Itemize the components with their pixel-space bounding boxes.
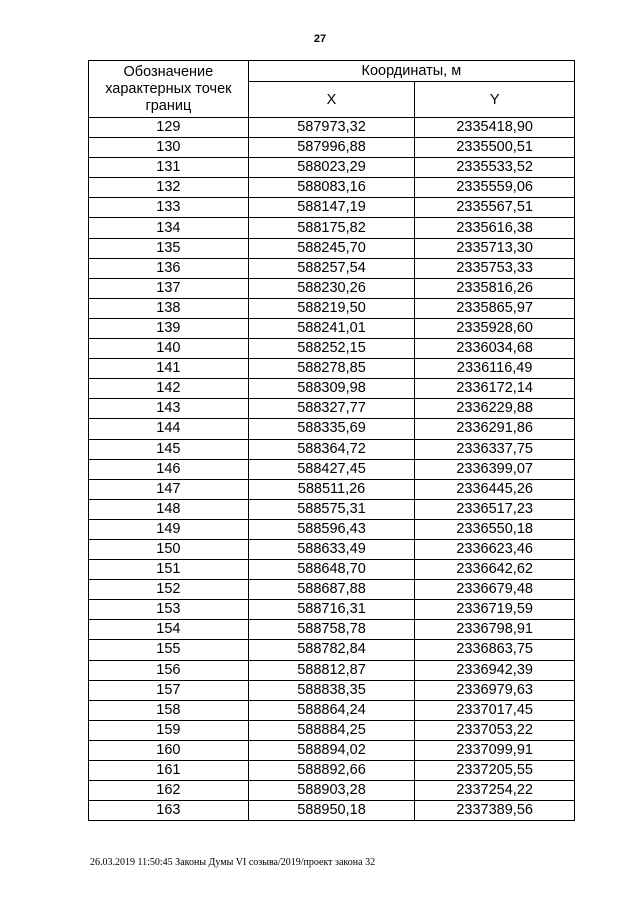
- y-coordinate-cell: 2336337,75: [415, 439, 575, 459]
- coordinates-table: [88, 60, 575, 821]
- x-coordinate-cell: 588327,77: [248, 399, 415, 419]
- table-row: [89, 459, 575, 479]
- y-coordinate-cell: 2336116,49: [415, 359, 575, 379]
- x-coordinate-cell: 588245,70: [248, 238, 415, 258]
- y-coordinate-cell: 2336517,23: [415, 499, 575, 519]
- x-coordinate-cell: 588335,69: [248, 419, 415, 439]
- y-coordinate-cell: 2336399,07: [415, 459, 575, 479]
- y-coordinate-cell: 2337017,45: [415, 700, 575, 720]
- header-x: X: [248, 82, 415, 118]
- point-number-cell: 133: [89, 198, 249, 218]
- y-coordinate-cell: 2336719,59: [415, 600, 575, 620]
- y-coordinate-cell: 2336679,48: [415, 580, 575, 600]
- point-number-cell: 139: [89, 318, 249, 338]
- x-coordinate-cell: 588511,26: [248, 479, 415, 499]
- point-number-cell: 157: [89, 680, 249, 700]
- table-row: [89, 740, 575, 760]
- point-number-cell: 143: [89, 399, 249, 419]
- point-number-cell: 130: [89, 138, 249, 158]
- table-row: [89, 761, 575, 781]
- x-coordinate-cell: 588782,84: [248, 640, 415, 660]
- point-number-cell: 138: [89, 298, 249, 318]
- header-coordinates: Координаты, м: [248, 61, 574, 82]
- x-coordinate-cell: 588758,78: [248, 620, 415, 640]
- x-coordinate-cell: 588892,66: [248, 761, 415, 781]
- x-coordinate-cell: 588083,16: [248, 178, 415, 198]
- table-row: [89, 640, 575, 660]
- point-number-cell: 149: [89, 519, 249, 539]
- table-row: [89, 278, 575, 298]
- table-row: [89, 479, 575, 499]
- x-coordinate-cell: 588230,26: [248, 278, 415, 298]
- table-body: [89, 118, 575, 821]
- table-row: [89, 600, 575, 620]
- table-row: [89, 158, 575, 178]
- y-coordinate-cell: 2336172,14: [415, 379, 575, 399]
- table-row: [89, 700, 575, 720]
- page-number: 27: [313, 33, 327, 45]
- point-number-cell: 140: [89, 339, 249, 359]
- x-coordinate-cell: 588903,28: [248, 781, 415, 801]
- table-row: [89, 238, 575, 258]
- y-coordinate-cell: 2336942,39: [415, 660, 575, 680]
- table-row: [89, 379, 575, 399]
- x-coordinate-cell: 588894,02: [248, 740, 415, 760]
- y-coordinate-cell: 2336291,86: [415, 419, 575, 439]
- point-number-cell: 145: [89, 439, 249, 459]
- x-coordinate-cell: 588175,82: [248, 218, 415, 238]
- table-row: [89, 660, 575, 680]
- point-number-cell: 141: [89, 359, 249, 379]
- table-row: [89, 620, 575, 640]
- table-row: [89, 138, 575, 158]
- point-number-cell: 158: [89, 700, 249, 720]
- x-coordinate-cell: 588575,31: [248, 499, 415, 519]
- table-row: [89, 359, 575, 379]
- x-coordinate-cell: 587973,32: [248, 118, 415, 138]
- header-designation: Обозначение характерных точек границ: [89, 61, 249, 118]
- x-coordinate-cell: 588257,54: [248, 258, 415, 278]
- x-coordinate-cell: 588596,43: [248, 519, 415, 539]
- y-coordinate-cell: 2336863,75: [415, 640, 575, 660]
- point-number-cell: 154: [89, 620, 249, 640]
- x-coordinate-cell: 588219,50: [248, 298, 415, 318]
- x-coordinate-cell: 588716,31: [248, 600, 415, 620]
- point-number-cell: 159: [89, 720, 249, 740]
- y-coordinate-cell: 2336445,26: [415, 479, 575, 499]
- y-coordinate-cell: 2335816,26: [415, 278, 575, 298]
- point-number-cell: 155: [89, 640, 249, 660]
- point-number-cell: 131: [89, 158, 249, 178]
- table-row: [89, 580, 575, 600]
- point-number-cell: 156: [89, 660, 249, 680]
- y-coordinate-cell: 2337254,22: [415, 781, 575, 801]
- x-coordinate-cell: 588278,85: [248, 359, 415, 379]
- x-coordinate-cell: 588687,88: [248, 580, 415, 600]
- table-row: [89, 178, 575, 198]
- point-number-cell: 144: [89, 419, 249, 439]
- table-row: [89, 801, 575, 821]
- x-coordinate-cell: 588023,29: [248, 158, 415, 178]
- y-coordinate-cell: 2335753,33: [415, 258, 575, 278]
- x-coordinate-cell: 588648,70: [248, 560, 415, 580]
- y-coordinate-cell: 2335533,52: [415, 158, 575, 178]
- x-coordinate-cell: 588812,87: [248, 660, 415, 680]
- y-coordinate-cell: 2335418,90: [415, 118, 575, 138]
- y-coordinate-cell: 2336798,91: [415, 620, 575, 640]
- y-coordinate-cell: 2337053,22: [415, 720, 575, 740]
- y-coordinate-cell: 2336550,18: [415, 519, 575, 539]
- x-coordinate-cell: 588633,49: [248, 539, 415, 559]
- point-number-cell: 135: [89, 238, 249, 258]
- y-coordinate-cell: 2336642,62: [415, 560, 575, 580]
- x-coordinate-cell: 588427,45: [248, 459, 415, 479]
- y-coordinate-cell: 2336034,68: [415, 339, 575, 359]
- y-coordinate-cell: 2337099,91: [415, 740, 575, 760]
- y-coordinate-cell: 2336979,63: [415, 680, 575, 700]
- table-row: [89, 519, 575, 539]
- y-coordinate-cell: 2335616,38: [415, 218, 575, 238]
- x-coordinate-cell: 588864,24: [248, 700, 415, 720]
- x-coordinate-cell: 588838,35: [248, 680, 415, 700]
- point-number-cell: 162: [89, 781, 249, 801]
- y-coordinate-cell: 2335713,30: [415, 238, 575, 258]
- x-coordinate-cell: 588950,18: [248, 801, 415, 821]
- x-coordinate-cell: 588241,01: [248, 318, 415, 338]
- point-number-cell: 151: [89, 560, 249, 580]
- table-row: [89, 781, 575, 801]
- table-row: [89, 720, 575, 740]
- y-coordinate-cell: 2337389,56: [415, 801, 575, 821]
- table-row: [89, 318, 575, 338]
- point-number-cell: 137: [89, 278, 249, 298]
- table-row: [89, 298, 575, 318]
- table-row: [89, 399, 575, 419]
- y-coordinate-cell: 2335567,51: [415, 198, 575, 218]
- point-number-cell: 147: [89, 479, 249, 499]
- table-row: [89, 680, 575, 700]
- table-row: [89, 419, 575, 439]
- point-number-cell: 150: [89, 539, 249, 559]
- point-number-cell: 142: [89, 379, 249, 399]
- point-number-cell: 136: [89, 258, 249, 278]
- x-coordinate-cell: 587996,88: [248, 138, 415, 158]
- point-number-cell: 134: [89, 218, 249, 238]
- point-number-cell: 146: [89, 459, 249, 479]
- table-row: [89, 439, 575, 459]
- table-row: [89, 198, 575, 218]
- table-row: [89, 218, 575, 238]
- table-row: [89, 539, 575, 559]
- header-y: Y: [415, 82, 575, 118]
- x-coordinate-cell: 588884,25: [248, 720, 415, 740]
- point-number-cell: 160: [89, 740, 249, 760]
- point-number-cell: 132: [89, 178, 249, 198]
- y-coordinate-cell: 2335928,60: [415, 318, 575, 338]
- y-coordinate-cell: 2335559,06: [415, 178, 575, 198]
- point-number-cell: 152: [89, 580, 249, 600]
- point-number-cell: 153: [89, 600, 249, 620]
- x-coordinate-cell: 588309,98: [248, 379, 415, 399]
- y-coordinate-cell: 2336623,46: [415, 539, 575, 559]
- y-coordinate-cell: 2336229,88: [415, 399, 575, 419]
- y-coordinate-cell: 2337205,55: [415, 761, 575, 781]
- point-number-cell: 163: [89, 801, 249, 821]
- table-row: [89, 339, 575, 359]
- x-coordinate-cell: 588147,19: [248, 198, 415, 218]
- y-coordinate-cell: 2335865,97: [415, 298, 575, 318]
- table-row: [89, 499, 575, 519]
- footer-stamp: 26.03.2019 11:50:45 Законы Думы VI созыва/2019/проект закона 32: [90, 857, 376, 868]
- point-number-cell: 161: [89, 761, 249, 781]
- point-number-cell: 148: [89, 499, 249, 519]
- table-row: [89, 560, 575, 580]
- table-row: [89, 258, 575, 278]
- y-coordinate-cell: 2335500,51: [415, 138, 575, 158]
- table-row: [89, 118, 575, 138]
- x-coordinate-cell: 588364,72: [248, 439, 415, 459]
- x-coordinate-cell: 588252,15: [248, 339, 415, 359]
- point-number-cell: 129: [89, 118, 249, 138]
